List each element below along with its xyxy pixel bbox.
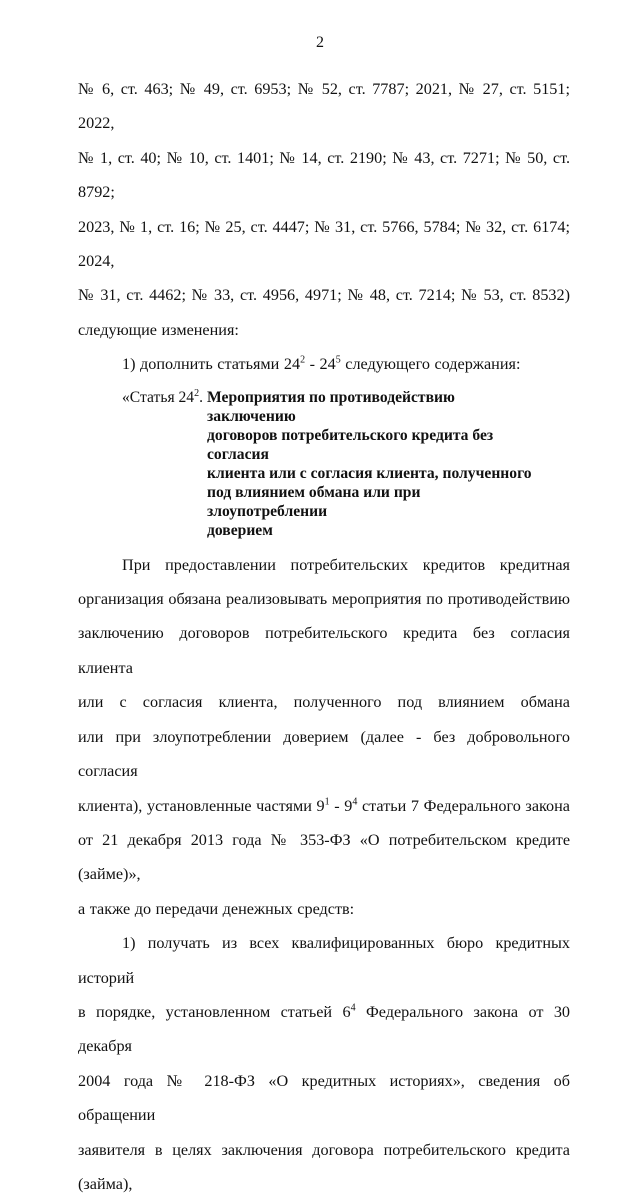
intro-line: следующие изменения: <box>78 320 239 339</box>
intro-line: № 6, ст. 463; № 49, ст. 6953; № 52, ст. 7787; 2021, № 27, ст. 5151; 2022, <box>78 80 570 133</box>
document-body <box>78 72 570 1201</box>
intro-line: № 1, ст. 40; № 10, ст. 1401; № 14, ст. 2190; № 43, ст. 7271; № 50, ст. 8792; <box>78 148 570 202</box>
subitem-1-line: 2004 года № 218-ФЗ «О кредитных историях», сведения об обращении <box>78 1071 570 1125</box>
body-line: или с согласия клиента, полученного под влиянием обмана <box>78 693 570 712</box>
body-line: При предоставлении потребительских кредитов кредитная <box>122 555 570 574</box>
body-line: клиента), установленные частями $9^1 - 9^4$ статьи 7 Федерального закона <box>78 796 570 815</box>
intro-line: № 31, ст. 4462; № 33, ст. 4956, 4971; № 48, ст. 7214; № 53, ст. 8532) <box>78 286 570 305</box>
intro-line: 2023, № 1, ст. 16; № 25, ст. 4447; № 31, ст. 5766, 5784; № 32, ст. 6174; 2024, <box>78 217 570 271</box>
item-1-add-articles: 1) дополнить статьями $24^2 - 24^5$ следующего содержания: <box>122 354 521 374</box>
subitem-1-line: заявителя в целях заключения договора потребительского кредита (займа), <box>78 1140 570 1193</box>
article-heading <box>122 388 570 540</box>
body-line: а также до передачи денежных средств: <box>78 899 355 918</box>
body-line: заключению договоров потребительского кредита без согласия клиента <box>78 624 570 677</box>
subitem-1-line: в порядке, установленном статьей $6^4$ Федерального закона от 30 декабря <box>78 1002 571 1056</box>
article-label: «Статья $24^2$. <box>122 387 204 406</box>
article-title <box>207 388 537 540</box>
article-title-line: под влиянием обмана или при злоупотреблении <box>207 483 421 520</box>
article-title-line: Мероприятия по противодействию заключению <box>207 388 455 425</box>
page-number: 2 <box>316 34 324 51</box>
article-title-line: доверием <box>207 521 273 539</box>
subitem-1-line: 1) получать из всех квалифицированных бюро кредитных историй <box>78 934 570 987</box>
body-line: организация обязана реализовывать мероприятия по противодействию <box>78 590 570 609</box>
body-line: от 21 декабря 2013 года № 353-ФЗ «О потребительском кредите (займе)», <box>78 830 570 884</box>
article-title-line: клиента или с согласия клиента, полученного <box>207 464 532 482</box>
article-title-line: договоров потребительского кредита без согласия <box>207 426 494 463</box>
body-line: или при злоупотреблении доверием (далее - без добровольного согласия <box>78 727 570 781</box>
